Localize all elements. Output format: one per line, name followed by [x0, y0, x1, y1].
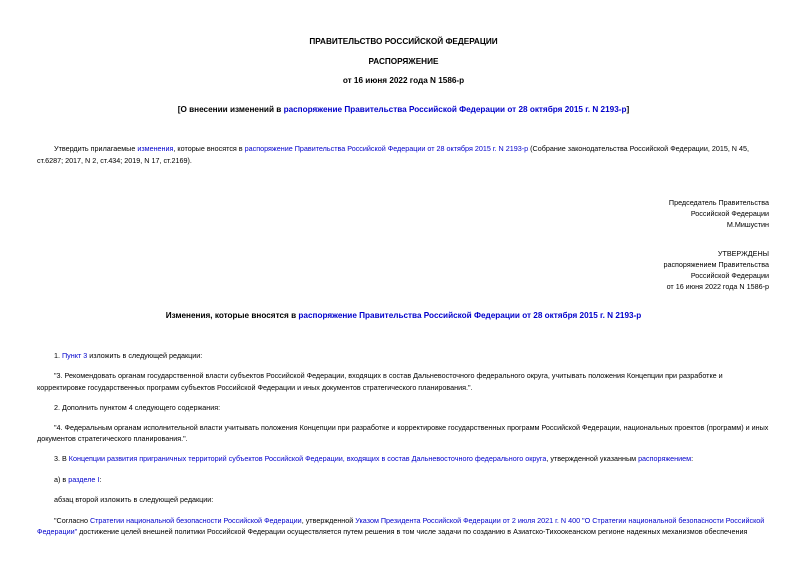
approved-heading: УТВЕРЖДЕНЫ — [717, 249, 769, 258]
item-3 — [54, 453, 693, 464]
title-suffix: ] — [626, 105, 630, 114]
item-3-number: 3. В — [54, 454, 69, 463]
item-2: 2. Дополнить пунктом 4 следующего содержания: — [54, 403, 221, 412]
item-a-end: : — [99, 475, 102, 484]
intro-line-2: ст.6287; 2017, N 2, ст.434; 2019, N 17, ст.2169). — [37, 156, 192, 165]
item-1-number: 1. — [54, 351, 62, 360]
order-ref-link[interactable]: распоряжением — [638, 454, 692, 463]
title-prefix: [О внесении изменений в — [177, 105, 284, 114]
quote-3-line-2 — [37, 526, 747, 537]
changes-link[interactable]: изменения — [137, 144, 174, 153]
quote-1-line-2: корректировке государственных программ субъектов Российской Федерации и иных документов стратегического планирования.". — [37, 383, 473, 392]
intro-line-1 — [54, 143, 749, 154]
approved-line-3: Российской Федерации — [690, 271, 769, 280]
order-link[interactable]: распоряжение Правительства Российской Федерации от 28 октября 2015 г. N 2193-р — [244, 144, 529, 153]
decree-link[interactable]: Указом Президента Российской Федерации от 2 июля 2021 г. N 400 "О Стратегии национальной безопасности Российской — [355, 516, 765, 525]
title-link[interactable]: распоряжение Правительства Российской Федерации от 28 октября 2015 г. N 2193-р — [283, 105, 627, 114]
item-3-end: : — [691, 454, 694, 463]
concept-link[interactable]: Концепции развития приграничных территорий субъектов Российской Федерации, входящих в состав Дальневосточного федерального округа — [68, 454, 547, 463]
intro-text-1: Утвердить прилагаемые — [54, 144, 138, 153]
document-type: РАСПОРЯЖЕНИЕ — [368, 57, 439, 66]
item-1-link[interactable]: Пункт 3 — [62, 351, 88, 360]
approved-line-4: от 16 июня 2022 года N 1586-р — [666, 282, 769, 291]
section-1-link[interactable]: разделе I — [68, 475, 100, 484]
quote-3-prefix: "Согласно — [54, 516, 90, 525]
quote-2-line-1: "4. Федеральным органам исполнительной власти учитывать положения Концепции при разработке и корректировке государственных программ Российской Федерации, национальных проектов (программ) и иных — [54, 423, 769, 432]
signature-country: Российской Федерации — [690, 209, 769, 218]
signature-name: М.Мишустин — [726, 220, 769, 229]
item-a — [54, 474, 101, 485]
quote-3-mid: , утвержденной — [301, 516, 356, 525]
quote-1-line-1: "3. Рекомендовать органам государственной власти субъектов Российской Федерации, входящих в состав Дальневосточного федерального округа, учитывать положения Концепции при разработке и — [54, 371, 723, 380]
document-title — [0, 104, 807, 115]
changes-title-link[interactable]: распоряжение Правительства Российской Федерации от 28 октября 2015 г. N 2193-р — [298, 311, 642, 320]
item-3-text: , утвержденной указанным — [546, 454, 639, 463]
approved-line-2: распоряжением Правительства — [663, 260, 769, 269]
government-heading: ПРАВИТЕЛЬСТВО РОССИЙСКОЙ ФЕДЕРАЦИИ — [309, 37, 498, 46]
quote-2-line-2: документов стратегического планирования.". — [37, 434, 188, 443]
quote-3-line-1 — [54, 515, 764, 526]
paragraph-instruction: абзац второй изложить в следующей редакции: — [54, 495, 214, 504]
changes-title — [0, 310, 807, 321]
decree-link-end[interactable]: Федерации" — [37, 527, 78, 536]
intro-text-2: , которые вносятся в — [173, 144, 245, 153]
item-1 — [54, 350, 202, 361]
quote-3-text: достижение целей внешней политики Российской Федерации осуществляется путем решения в том числе задачи по созданию в Азиатско-Тихоокеанском регионе надежных механизмов обеспечения — [77, 527, 748, 536]
signature-position: Председатель Правительства — [668, 198, 769, 207]
intro-text-3: (Собрание законодательства Российской Федерации, 2015, N 45, — [528, 144, 749, 153]
item-a-prefix: а) в — [54, 475, 69, 484]
strategy-link[interactable]: Стратегии национальной безопасности Российской Федерации — [89, 516, 302, 525]
changes-title-prefix: Изменения, которые вносятся в — [165, 311, 299, 320]
item-1-text: изложить в следующей редакции: — [87, 351, 203, 360]
document-date-number: от 16 июня 2022 года N 1586-р — [342, 76, 465, 85]
